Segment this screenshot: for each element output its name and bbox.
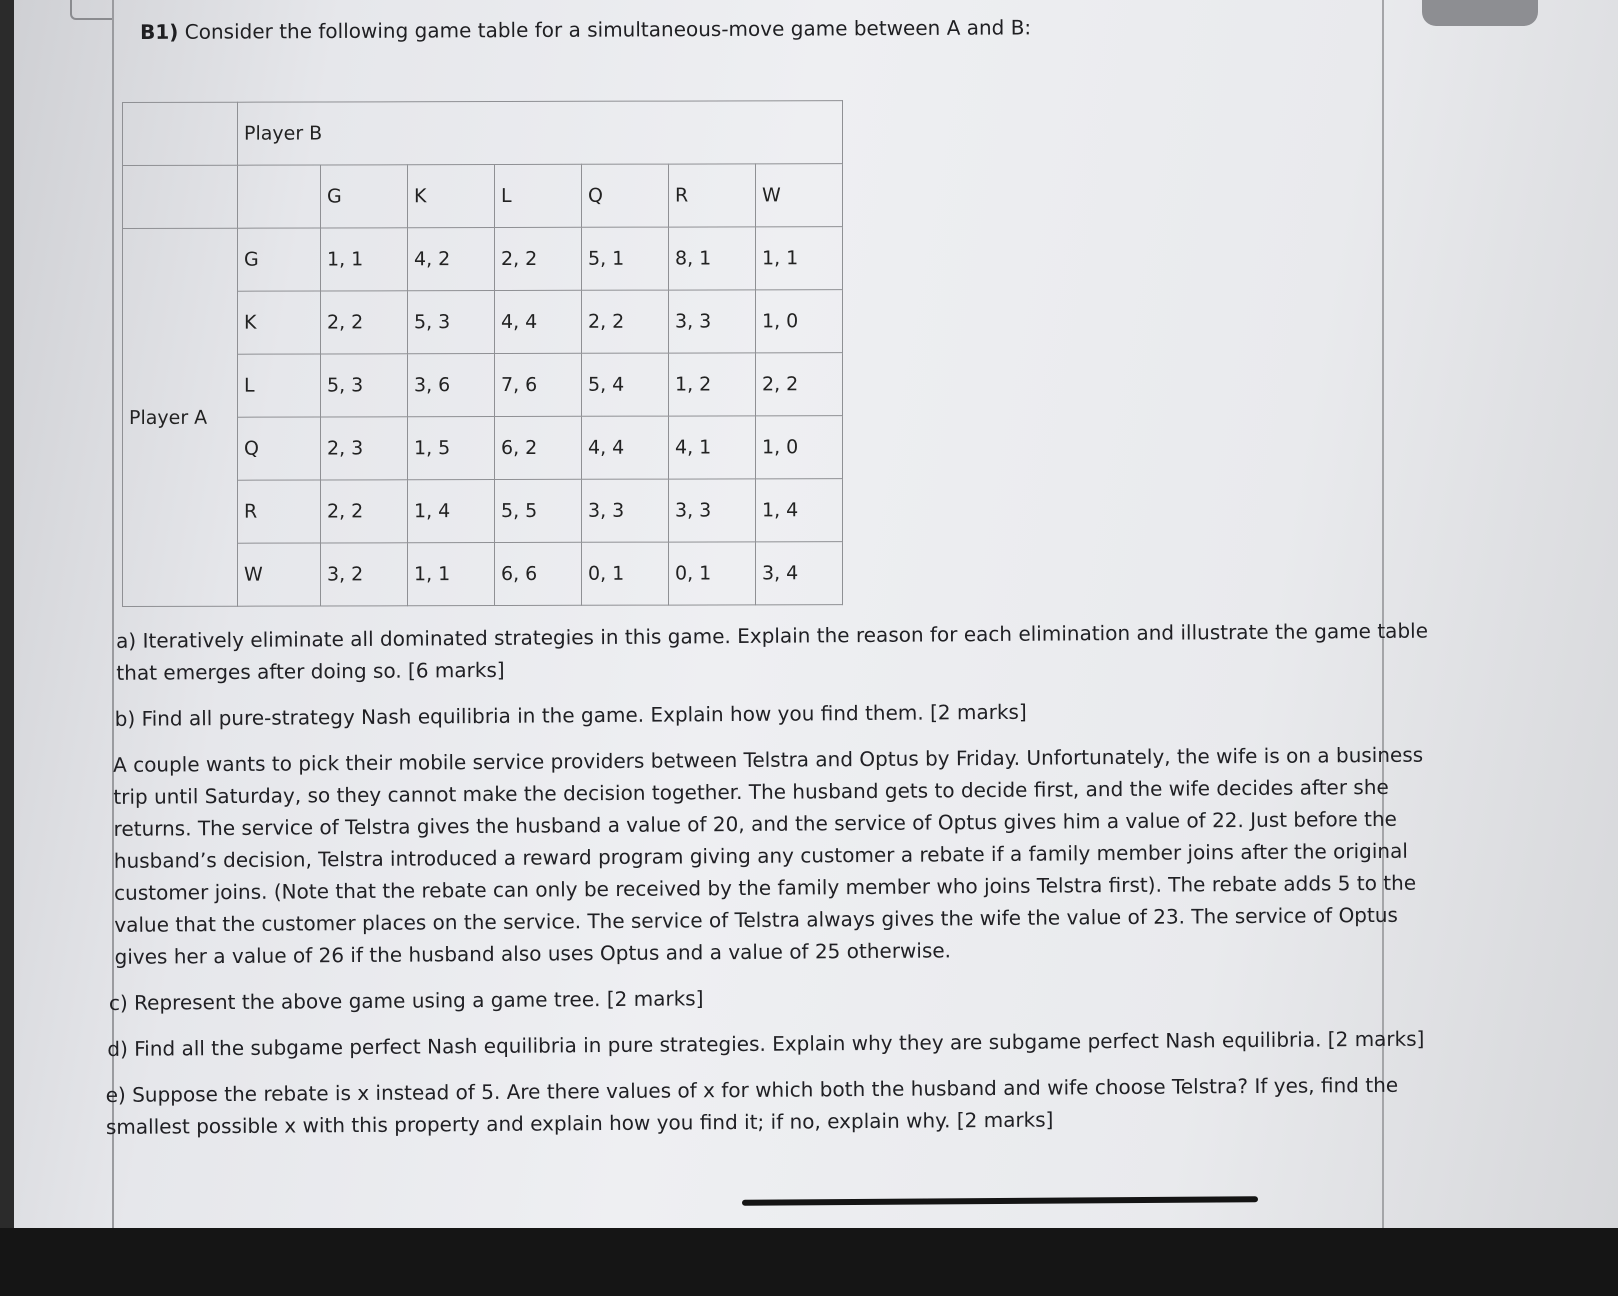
payoff-cell: 0, 1 <box>582 542 669 605</box>
payoff-cell: 2, 2 <box>582 290 669 353</box>
payoff-cell: 1, 5 <box>408 417 495 480</box>
payoff-cell: 6, 6 <box>495 542 582 605</box>
payoff-cell: 1, 4 <box>408 480 495 543</box>
payoff-cell: 5, 3 <box>321 354 408 417</box>
player-a-label: Player A <box>123 228 238 606</box>
payoff-cell: 4, 2 <box>408 228 495 291</box>
top-right-tab[interactable] <box>1422 0 1538 26</box>
payoff-cell: 5, 1 <box>582 227 669 290</box>
table-header-row <box>123 101 843 166</box>
question-a: a) Iteratively eliminate all dominated strategies in this game. Explain the reason for each elimination and illustrate the game table that emerges after doing so. [6 marks] <box>116 618 1429 685</box>
payoff-cell: 7, 6 <box>495 353 582 416</box>
payoff-cell: 3, 3 <box>669 290 756 353</box>
column-strategy: G <box>321 165 408 228</box>
question-list <box>100 615 1434 1157</box>
payoff-cell: 1, 1 <box>321 228 408 291</box>
screen-bezel-left <box>0 0 14 1296</box>
payoff-cell: 8, 1 <box>669 227 756 290</box>
payoff-cell: 1, 2 <box>669 353 756 416</box>
payoff-cell: 5, 4 <box>582 353 669 416</box>
payoff-cell: 1, 1 <box>408 543 495 606</box>
row-strategy: L <box>238 354 321 417</box>
column-strategy: R <box>669 164 756 227</box>
payoff-cell: 1, 4 <box>756 479 843 542</box>
corner-mark <box>70 0 112 20</box>
question-number: B1) <box>140 19 179 44</box>
question-intro: Consider the following game table for a simultaneous-move game between A and B: <box>184 15 1032 44</box>
player-b-label: Player B <box>238 101 843 166</box>
question-b: b) Find all pure-strategy Nash equilibria in the game. Explain how you find them. [2 marks] <box>114 699 1027 731</box>
game-table <box>122 100 843 607</box>
payoff-cell: 2, 2 <box>321 291 408 354</box>
game-table-container <box>122 100 843 607</box>
payoff-cell: 4, 1 <box>669 416 756 479</box>
payoff-cell: 3, 3 <box>582 479 669 542</box>
payoff-cell: 6, 2 <box>495 416 582 479</box>
payoff-cell: 1, 0 <box>756 416 843 479</box>
question-d: d) Find all the subgame perfect Nash equilibria in pure strategies. Explain why they are subgame perfect Nash equilibria. [2 marks] <box>107 1026 1425 1061</box>
row-strategy: G <box>238 228 321 291</box>
payoff-cell: 3, 2 <box>321 543 408 606</box>
payoff-cell: 2, 2 <box>321 480 408 543</box>
scenario-paragraph: A couple wants to pick their mobile service providers between Telstra and Optus by Friday. Unfortunately, the wife is on a business trip until Saturday, so they cannot make the decision together. The husband gets to decide first, and the wife decides after she returns. The service of Telstra gives the husband a value of 20, and the service of Optus gives him a value of 22. Just before the husband’s decision, Telstra introduced a reward program giving any customer a rebate if a family member joins after the original customer joins. (Note that the rebate can only be received by the family member who joins Telstra first). The rebate adds 5 to the value that the customer places on the service. The service of Telstra always gives the wife the value of 23. The service of Optus gives her a value of 26 if the husband also uses Optus and a value of 25 otherwise. <box>113 742 1424 969</box>
payoff-cell: 4, 4 <box>495 290 582 353</box>
column-strategy: K <box>408 165 495 228</box>
table-row <box>123 227 843 292</box>
payoff-cell: 3, 6 <box>408 354 495 417</box>
payoff-cell: 5, 3 <box>408 291 495 354</box>
row-strategy: W <box>238 543 321 606</box>
table-corner-cell <box>123 102 238 165</box>
payoff-cell: 2, 3 <box>321 417 408 480</box>
payoff-cell: 0, 1 <box>669 542 756 605</box>
table-corner-cell <box>123 165 238 228</box>
payoff-cell: 5, 5 <box>495 479 582 542</box>
column-strategy-row <box>123 164 843 229</box>
column-strategy: Q <box>582 164 669 227</box>
payoff-cell: 1, 1 <box>756 227 843 290</box>
row-strategy: K <box>238 291 321 354</box>
payoff-cell: 3, 3 <box>669 479 756 542</box>
column-strategy: W <box>756 164 843 227</box>
column-strategy: L <box>495 164 582 227</box>
question-title <box>140 15 1031 44</box>
row-strategy: Q <box>238 417 321 480</box>
payoff-cell: 2, 2 <box>756 353 843 416</box>
row-strategy-header <box>238 165 321 228</box>
question-c: c) Represent the above game using a game tree. [2 marks] <box>108 986 704 1015</box>
payoff-cell: 2, 2 <box>495 227 582 290</box>
payoff-cell: 3, 4 <box>756 542 843 605</box>
screen-bezel-bottom <box>0 1228 1618 1296</box>
question-e: e) Suppose the rebate is x instead of 5. Are there values of x for which both the husband and wife choose Telstra? If yes, find the smallest possible x with this property and explain how you find it; if no, explain why. [2 marks] <box>105 1072 1399 1139</box>
row-strategy: R <box>238 480 321 543</box>
payoff-cell: 4, 4 <box>582 416 669 479</box>
payoff-cell: 1, 0 <box>756 290 843 353</box>
